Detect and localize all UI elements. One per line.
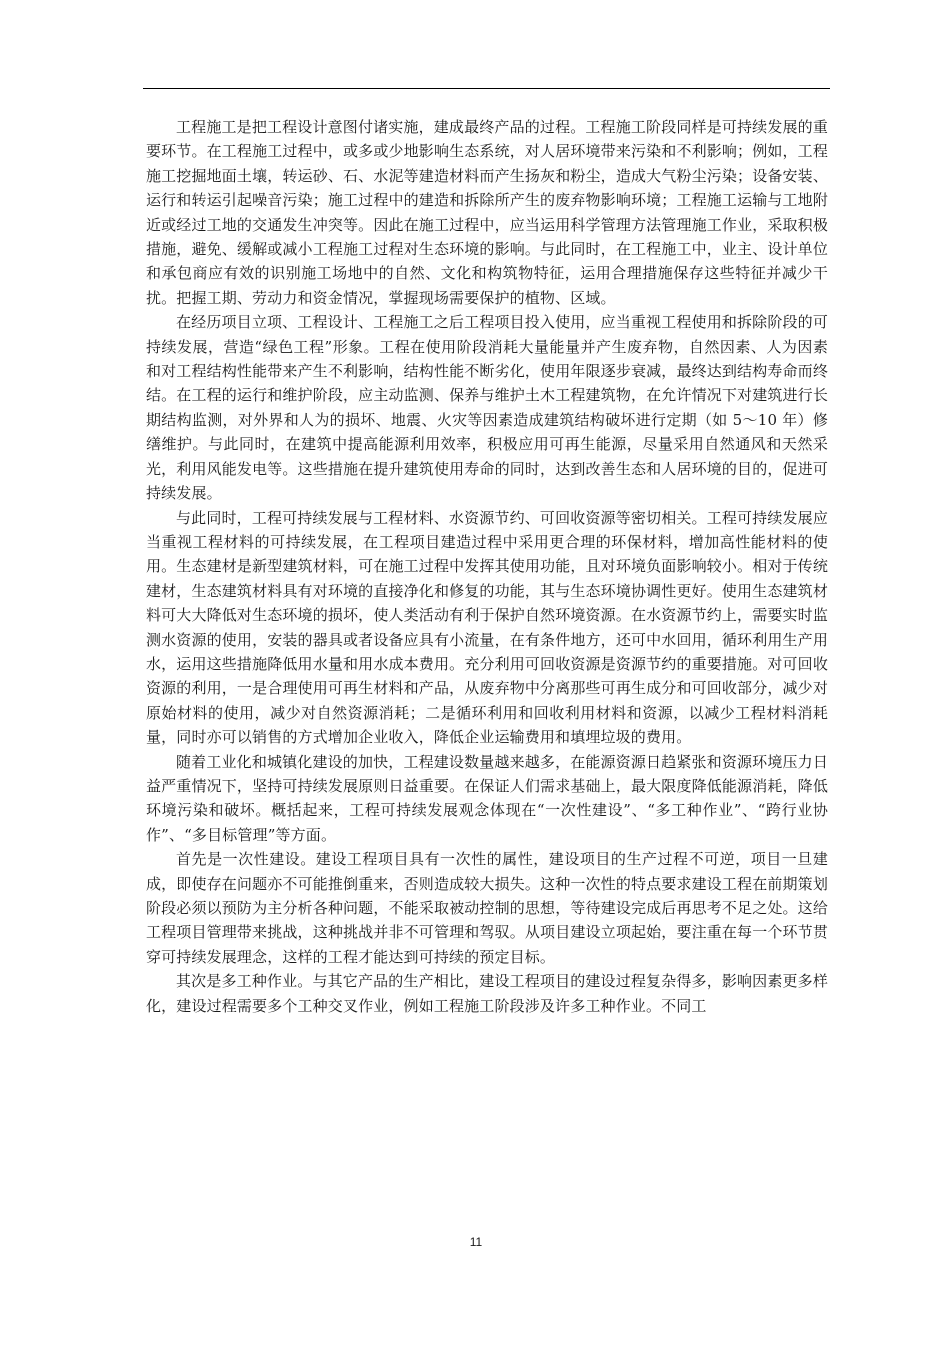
- paragraph-construction-phase: 工程施工是把工程设计意图付诸实施，建成最终产品的过程。工程施工阶段同样是可持续发展的重要环节。在工程施工过程中，或多或少地影响生态系统，对人居环境带来污染和不利影响；例如，工程施工挖掘地面土壤，转运砂、石、水泥等建造材料而产生扬灰和粉尘，造成大气粉尘污染；设备安装、运行和转运引起噪音污染；施工过程中的建造和拆除所产生的废弃物影响环境；工程施工运输与工地附近或经过工地的交通发生冲突等。因此在施工过程中，应当运用科学管理方法管理施工作业，采取积极措施，避免、缓解或减小工程施工过程对生态环境的影响。与此同时，在工程施工中，业主、设计单位和承包商应有效的识别施工场地中的自然、文化和构筑物特征，运用合理措施保存这些特征并减少干扰。把握工期、劳动力和资金情况，掌握现场需要保护的植物、区域。: [146, 118, 828, 307]
- paragraph-one-time-construction: 首先是一次性建设。建设工程项目具有一次性的属性，建设项目的生产过程不可逆，项目一旦建成，即使存在问题亦不可能推倒重来，否则造成较大损失。这种一次性的特点要求建设工程在前期策划阶段必须以预防为主分析各种问题，不能采取被动控制的思想，等待建设完成后再思考不足之处。这给工程项目管理带来挑战，这种挑战并非不可管理和驾驭。从项目建设立项起始，要注重在每一个环节贯穿可持续发展理念，这样的工程才能达到可持续的预定目标。: [146, 850, 828, 966]
- paragraph-use-and-demolition: 在经历项目立项、工程设计、工程施工之后工程项目投入使用，应当重视工程使用和拆除阶段的可持续发展，营造“绿色工程”形象。工程在使用阶段消耗大量能量并产生废弃物，自然因素、人为因素和对工程结构性能带来产生不利影响，结构性能不断劣化，使用年限逐步衰减，最终达到结构寿命而终结。在工程的运行和维护阶段，应主动监测、保养与维护土木工程建筑物，在允许情况下对建筑进行长期结构监测，对外界和人为的损坏、地震、火灾等因素造成建筑结构破坏进行定期（如 5～10 年）修缮维护。与此同时，在建筑中提高能源利用效率，积极应用可再生能源，尽量采用自然通风和天然采光，利用风能发电等。这些措施在提升建筑使用寿命的同时，达到改善生态和人居环境的目的，促进可持续发展。: [146, 313, 828, 503]
- paragraph-materials-and-resources: 与此同时，工程可持续发展与工程材料、水资源节约、可回收资源等密切相关。工程可持续发展应当重视工程材料的可持续发展，在工程项目建造过程中采用更合理的环保材料，增加高性能材料的使用。生态建材是新型建筑材料，可在施工过程中发挥其使用功能，且对环境负面影响较小。相对于传统建材，生态建筑材料具有对环境的直接净化和修复的功能，其与生态环境协调性更好。使用生态建筑材料可大大降低对生态环境的损坏，使人类活动有利于保护自然环境资源。在水资源节约上，需要实时监测水资源的使用，安装的器具或者设备应具有小流量，在有条件地方，还可中水回用，循环利用生产用水，运用这些措施降低用水量和用水成本费用。充分利用可回收资源是资源节约的重要措施。对可回收资源的利用，一是合理使用可再生材料和产品，从废弃物中分离那些可再生成分和可回收部分，减少对原始材料的使用，减少对自然资源消耗；二是循环利用和回收利用材料和资源，以减少工程材料消耗量，同时亦可以销售的方式增加企业收入，降低企业运输费用和填埋垃圾的费用。: [146, 508, 828, 747]
- paragraph-sustainability-concepts: 随着工业化和城镇化建设的加快，工程建设数量越来越多，在能源资源日趋紧张和资源环境压力日益严重情况下，坚持可持续发展原则日益重要。在保证人们需求基础上，最大限度降低能源消耗，降低环境污染和破坏。概括起来，工程可持续发展观念体现在“一次性建设”、“多工种作业”、“跨行业协作”、“多目标管理”等方面。: [146, 752, 828, 844]
- paragraph-multi-trade-work: 其次是多工种作业。与其它产品的生产相比，建设工程项目的建设过程复杂得多，影响因素更多样化，建设过程需要多个工种交叉作业，例如工程施工阶段涉及许多工种作业。不同工: [146, 972, 828, 1015]
- header-rule: [143, 88, 830, 89]
- body-text: [146, 115, 828, 1018]
- page-number: 11: [469, 1235, 483, 1249]
